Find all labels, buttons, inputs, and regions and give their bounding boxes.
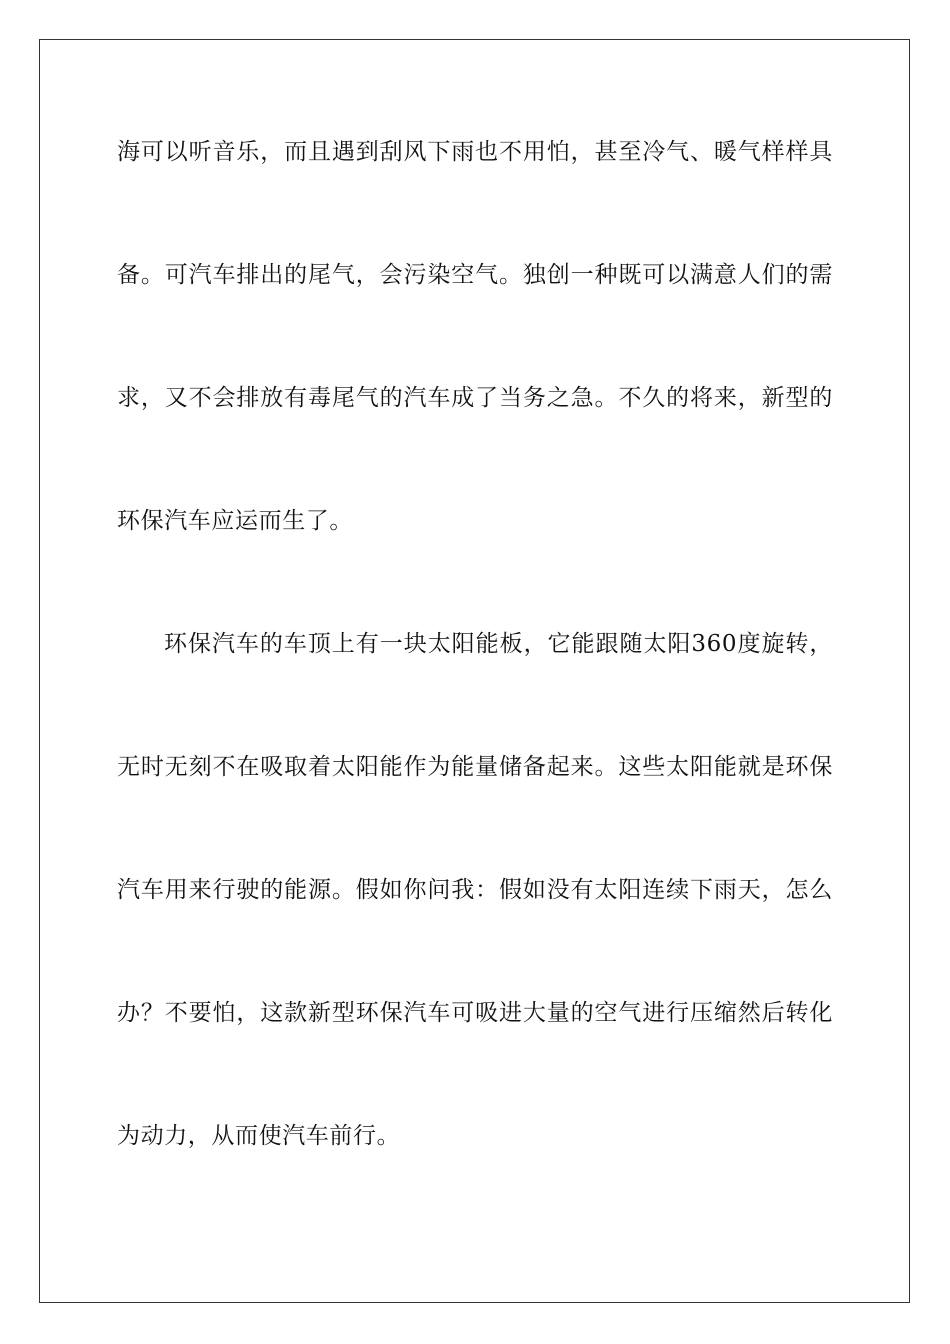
text-line: 办？不要怕，这款新型环保汽车可吸进大量的空气进行压缩然后转化 bbox=[117, 1000, 833, 1026]
text-line: 备。可汽车排出的尾气，会污染空气。独创一种既可以满意人们的需 bbox=[117, 262, 833, 288]
text-line: 汽车用来行驶的能源。假如你问我：假如没有太阳连续下雨天，怎么 bbox=[117, 877, 833, 903]
text-line: 求，又不会排放有毒尾气的汽车成了当务之急。不久的将来，新型的 bbox=[117, 385, 833, 411]
text-line: 为动力，从而使汽车前行。 bbox=[117, 1123, 401, 1149]
text-line: 无时无刻不在吸取着太阳能作为能量储备起来。这些太阳能就是环保 bbox=[117, 754, 833, 780]
text-line: 海可以听音乐，而且遇到刮风下雨也不用怕，甚至冷气、暖气样样具 bbox=[117, 139, 833, 165]
text-line: 环保汽车应运而生了。 bbox=[117, 508, 353, 534]
page-border bbox=[39, 39, 910, 1303]
text-line: 环保汽车的车顶上有一块太阳能板，它能跟随太阳360度旋转， bbox=[164, 631, 833, 657]
